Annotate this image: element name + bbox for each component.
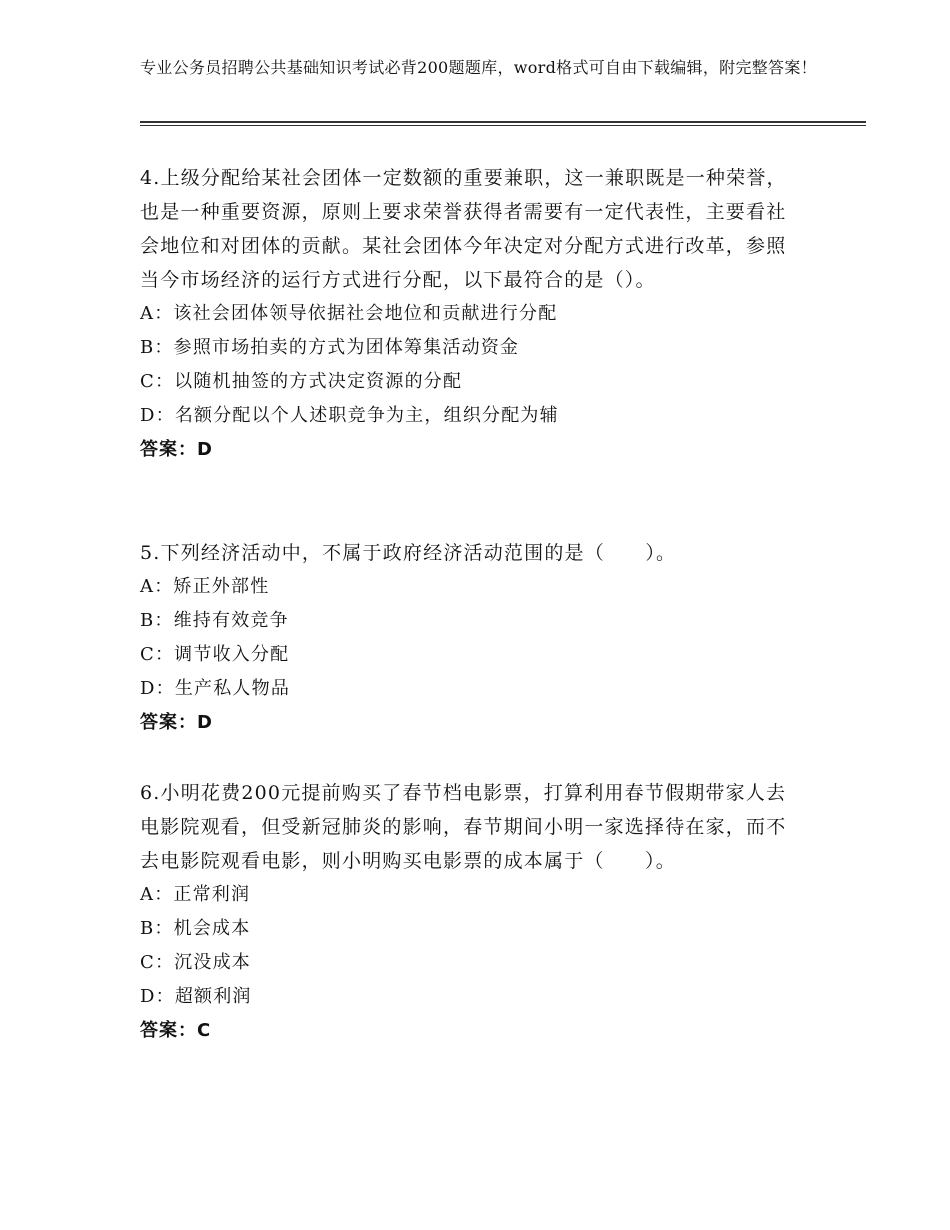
document-header: 专业公务员招聘公共基础知识考试必背200题题库，word格式可自由下载编辑，附完整答案！ (140, 58, 817, 77)
header-divider (140, 121, 866, 123)
option-a: A：该社会团体领导依据社会地位和贡献进行分配 (140, 303, 558, 324)
question-5 (140, 536, 800, 740)
option-a: A：矫正外部性 (140, 576, 270, 597)
question-stem: 5.下列经济活动中，不属于政府经济活动范围的是（ ）。 (140, 542, 677, 564)
option-d: D：名额分配以个人述职竞争为主，组织分配为辅 (140, 405, 559, 426)
option-a: A：正常利润 (140, 884, 251, 905)
option-b: B：参照市场拍卖的方式为团体筹集活动资金 (140, 337, 520, 358)
question-stem: 6.小明花费200元提前购买了春节档电影票，打算利用春节假期带家人去电影院观看，但受新冠肺炎的影响，春节期间小明一家选择待在家，而不去电影院观看电影，则小明购买电影票的成本属于（ ）。 (140, 782, 787, 872)
option-c: C：以随机抽签的方式决定资源的分配 (140, 371, 463, 392)
option-b: B：维持有效竞争 (140, 610, 289, 631)
answer: 答案：D (140, 712, 213, 733)
question-stem: 4.上级分配给某社会团体一定数额的重要兼职，这一兼职既是一种荣誉，也是一种重要资源，原则上要求荣誉获得者需要有一定代表性，主要看社会地位和对团体的贡献。某社会团体今年决定对分配方式进行改革，参照当今市场经济的运行方式进行分配，以下最符合的是（）。 (140, 167, 787, 291)
header-divider-thin (140, 125, 866, 126)
option-b: B：机会成本 (140, 918, 251, 939)
option-d: D：超额利润 (140, 986, 252, 1007)
question-4 (140, 161, 800, 467)
answer: 答案：D (140, 439, 213, 460)
option-d: D：生产私人物品 (140, 678, 291, 699)
option-c: C：调节收入分配 (140, 644, 290, 665)
question-6 (140, 776, 800, 1048)
answer: 答案：C (140, 1020, 212, 1041)
option-c: C：沉没成本 (140, 952, 251, 973)
